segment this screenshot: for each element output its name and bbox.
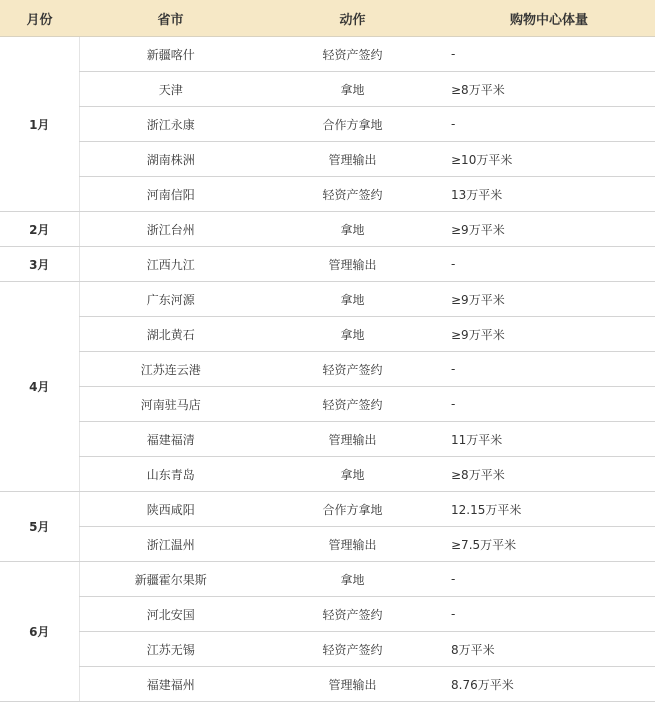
city-cell: 河南驻马店 xyxy=(79,387,262,422)
size-cell: ≥10万平米 xyxy=(443,142,655,177)
city-cell: 浙江温州 xyxy=(79,527,262,562)
month-cell: 6月 xyxy=(0,562,79,702)
table-row xyxy=(0,597,655,632)
action-cell: 合作方拿地 xyxy=(262,492,443,527)
city-cell: 新疆霍尔果斯 xyxy=(79,562,262,597)
size-cell: 11万平米 xyxy=(443,422,655,457)
size-cell: - xyxy=(443,37,655,72)
size-cell: ≥9万平米 xyxy=(443,212,655,247)
size-cell: - xyxy=(443,387,655,422)
city-cell: 浙江永康 xyxy=(79,107,262,142)
action-cell: 轻资产签约 xyxy=(262,177,443,212)
city-cell: 江苏无锡 xyxy=(79,632,262,667)
size-cell: ≥8万平米 xyxy=(443,72,655,107)
size-cell: 8万平米 xyxy=(443,632,655,667)
action-cell: 合作方拿地 xyxy=(262,107,443,142)
city-cell: 陕西咸阳 xyxy=(79,492,262,527)
city-cell: 江西九江 xyxy=(79,247,262,282)
table-row xyxy=(0,317,655,352)
month-cell: 3月 xyxy=(0,247,79,282)
city-cell: 江苏连云港 xyxy=(79,352,262,387)
table-body xyxy=(0,37,655,702)
action-cell: 管理输出 xyxy=(262,527,443,562)
city-cell: 河北安国 xyxy=(79,597,262,632)
action-cell: 拿地 xyxy=(262,457,443,492)
header-action: 动作 xyxy=(262,0,443,37)
action-cell: 轻资产签约 xyxy=(262,632,443,667)
table-row xyxy=(0,282,655,317)
size-cell: - xyxy=(443,107,655,142)
action-cell: 轻资产签约 xyxy=(262,597,443,632)
size-cell: 12.15万平米 xyxy=(443,492,655,527)
city-cell: 山东青岛 xyxy=(79,457,262,492)
table-row xyxy=(0,212,655,247)
action-cell: 管理输出 xyxy=(262,667,443,702)
header-size: 购物中心体量 xyxy=(443,0,655,37)
action-cell: 拿地 xyxy=(262,317,443,352)
city-cell: 福建福州 xyxy=(79,667,262,702)
table-row xyxy=(0,142,655,177)
city-cell: 河南信阳 xyxy=(79,177,262,212)
size-cell: ≥9万平米 xyxy=(443,282,655,317)
action-cell: 拿地 xyxy=(262,562,443,597)
city-cell: 广东河源 xyxy=(79,282,262,317)
size-cell: - xyxy=(443,597,655,632)
month-cell: 4月 xyxy=(0,282,79,492)
table-row xyxy=(0,72,655,107)
table-row xyxy=(0,422,655,457)
action-cell: 轻资产签约 xyxy=(262,387,443,422)
action-cell: 轻资产签约 xyxy=(262,37,443,72)
city-cell: 福建福清 xyxy=(79,422,262,457)
action-cell: 管理输出 xyxy=(262,142,443,177)
month-cell: 2月 xyxy=(0,212,79,247)
size-cell: ≥9万平米 xyxy=(443,317,655,352)
table-row xyxy=(0,247,655,282)
city-cell: 天津 xyxy=(79,72,262,107)
size-cell: 13万平米 xyxy=(443,177,655,212)
size-cell: 8.76万平米 xyxy=(443,667,655,702)
size-cell: ≥8万平米 xyxy=(443,457,655,492)
action-cell: 拿地 xyxy=(262,282,443,317)
table-row xyxy=(0,527,655,562)
table-row xyxy=(0,457,655,492)
header-month: 月份 xyxy=(0,0,79,37)
table-row xyxy=(0,667,655,702)
table-row xyxy=(0,492,655,527)
action-cell: 管理输出 xyxy=(262,422,443,457)
city-cell: 新疆喀什 xyxy=(79,37,262,72)
table-row xyxy=(0,387,655,422)
size-cell: ≥7.5万平米 xyxy=(443,527,655,562)
action-cell: 管理输出 xyxy=(262,247,443,282)
action-cell: 拿地 xyxy=(262,72,443,107)
table-row xyxy=(0,177,655,212)
size-cell: - xyxy=(443,562,655,597)
table-header xyxy=(0,0,655,37)
table-row xyxy=(0,562,655,597)
table-row xyxy=(0,352,655,387)
size-cell: - xyxy=(443,352,655,387)
table-row xyxy=(0,107,655,142)
size-cell: - xyxy=(443,247,655,282)
month-cell: 1月 xyxy=(0,37,79,212)
action-cell: 拿地 xyxy=(262,212,443,247)
action-cell: 轻资产签约 xyxy=(262,352,443,387)
city-cell: 湖南株洲 xyxy=(79,142,262,177)
header-city: 省市 xyxy=(79,0,262,37)
table-row xyxy=(0,37,655,72)
header-row xyxy=(0,0,655,37)
month-cell: 5月 xyxy=(0,492,79,562)
city-cell: 湖北黄石 xyxy=(79,317,262,352)
table-row xyxy=(0,632,655,667)
city-cell: 浙江台州 xyxy=(79,212,262,247)
